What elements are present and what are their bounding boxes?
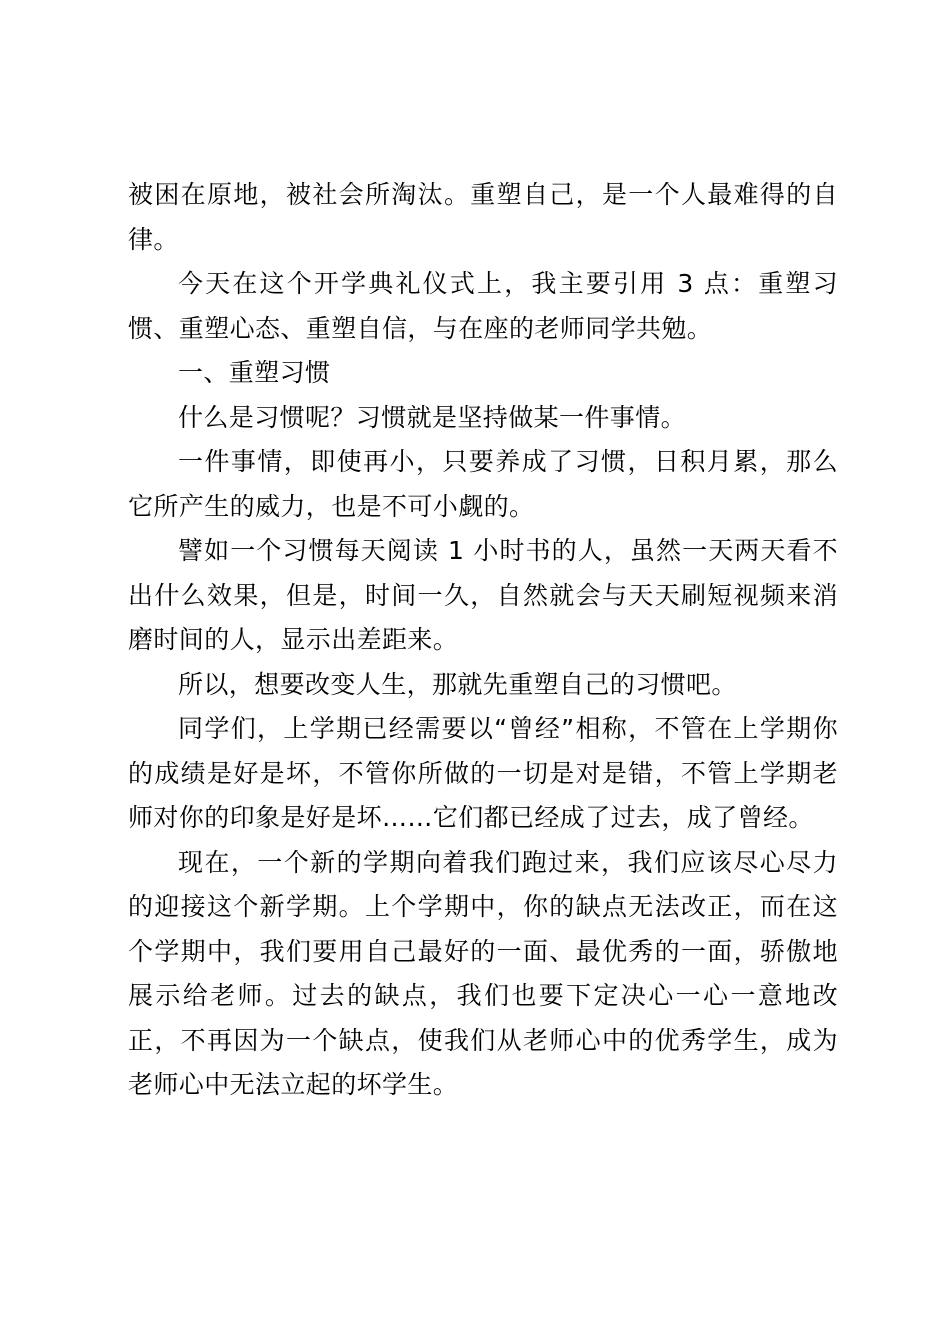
paragraph: 同学们，上学期已经需要以“曾经”相称，不管在上学期你的成绩是好是坏，不管你所做的一切是对是错，不管上学期老师对你的印象是好是坏……它们都已经成了过去，成了曾经。 — [128, 714, 838, 832]
paragraph-continuation: 被困在原地，被社会所淘汰。重塑自己，是一个人最难得的自律。 — [128, 180, 838, 254]
document-body — [128, 173, 838, 1108]
paragraph: 现在，一个新的学期向着我们跑过来，我们应该尽心尽力的迎接这个新学期。上个学期中，你的缺点无法改正，而在这个学期中，我们要用自己最好的一面、最优秀的一面，骄傲地展示给老师。过去的缺点，我们也要下定决心一心一意地改正，不再因为一个缺点，使我们从老师心中的优秀学生，成为老师心中无法立起的坏学生。 — [128, 847, 838, 1099]
paragraph-intro: 今天在这个开学典礼仪式上，我主要引用 3 点：重塑习惯、重塑心态、重塑自信，与在座的老师同学共勉。 — [128, 269, 838, 343]
paragraph: 譬如一个习惯每天阅读 1 小时书的人，虽然一天两天看不出什么效果，但是，时间一久，自然就会与天天刷短视频来消磨时间的人，显示出差距来。 — [128, 536, 838, 654]
section-heading-habits: 一、重塑习惯 — [178, 358, 331, 387]
paragraph: 一件事情，即使再小，只要养成了习惯，日积月累，那么它所产生的威力，也是不可小觑的。 — [128, 447, 838, 521]
paragraph: 什么是习惯呢？习惯就是坚持做某一件事情。 — [178, 402, 687, 432]
paragraph: 所以，想要改变人生，那就先重塑自己的习惯吧。 — [178, 669, 737, 699]
